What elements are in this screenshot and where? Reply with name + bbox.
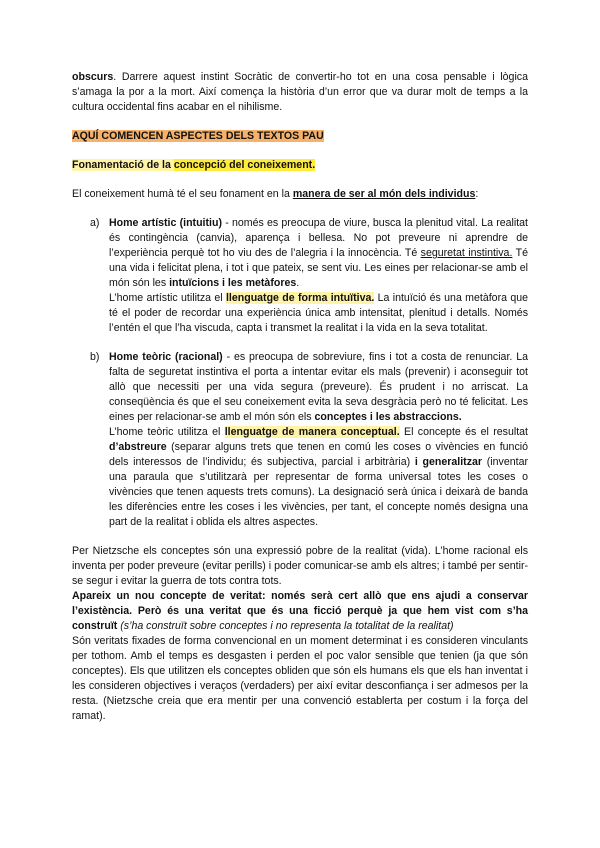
lead-end: : [475, 188, 479, 200]
artistic-text-a: - només es preocupa de viure, busca la plenitud vital. La realitat és contingència (canvia), aparença i bellesa. No pot preveure ni aprendre de l’experiència perquè tot ho viu des de l’alegria i la innocència. Té [109, 217, 529, 259]
artistic-text-d: La intuïció és una metàfora que té el poder de recordar una experiència única amb intensitat, plenitud i detalls. Només l’entén el que l’ha viscuda, capta i transmet la realitat i la vida en la seva totalitat. [109, 292, 528, 334]
artistic-paragraph-1 [109, 216, 528, 291]
truth-bold-statement: Apareix un nou concepte de veritat: només serà cert allò que ens ajudi a conservar l’existència. Però és una veritat que és una ficció perquè ja que hem vist com s’ha construït [72, 590, 528, 632]
theoretical-text-e: (inventar una paraula que s’utilitzarà per representar de forma universal totes les coses o vivències que tenen aquests trets comuns). La designació serà única i deixarà de banda les diferències entre les coses i les vivències, per tant, el concepte només designa una part de la realitat i oblida els altres aspectes. [109, 456, 528, 528]
heading-part1: Fonamentació de la [72, 159, 174, 171]
section-banner-text: AQUÍ COMENCEN ASPECTES DELS TEXTOS PAU [72, 130, 324, 142]
section-banner [72, 129, 528, 144]
theoretical-bold-abstract: d’abstreure [109, 441, 167, 453]
theoretical-title: Home teòric (racional) [109, 351, 223, 363]
artistic-text-end: . [296, 277, 300, 289]
theoretical-highlight: llenguatge de manera conceptual. [224, 426, 400, 438]
artistic-highlight: llenguatge de forma intuïtiva. [225, 292, 375, 304]
artistic-underlined: seguretat instintiva. [420, 247, 513, 259]
artistic-text-b: Té una vida i felicitat plena, i tot i que pateix, se sent viu. Les eines per relacionar-se amb el món són les [109, 247, 528, 289]
types-list [72, 216, 528, 530]
artistic-paragraph-2 [109, 291, 528, 336]
lead-paragraph [72, 187, 528, 202]
intro-text: . Darrere aquest instint Socràtic de convertir-ho tot en una cosa pensable i lògica s’amaga la por a la mort. Així comença la història d’un error que va durar molt de temps a la cultura occidental fins acabar en el nihilisme. [72, 71, 528, 113]
list-marker: b) [90, 351, 100, 363]
lead-underlined: manera de ser al món dels individus [292, 188, 476, 200]
truth-italic-note: (s’ha construït sobre conceptes i no representa la totalitat de la realitat) [117, 620, 454, 632]
section-heading [72, 158, 528, 173]
theoretical-bold-tools: conceptes i les abstraccions. [314, 411, 462, 423]
artistic-title: Home artístic (intuitiu) [109, 217, 222, 229]
theoretical-text-b: L’home teòric utilitza el [109, 426, 225, 438]
theoretical-paragraph-2 [109, 425, 528, 530]
document-page [72, 70, 528, 724]
closing-paragraph-1: Per Nietzsche els conceptes són una expressió pobre de la realitat (vida). L’home racional els inventa per poder preveure (evitar perills) i poder comunicar-se amb els altres; i també per sentir-se segur i evitar la guerra de tots contra tots. [72, 545, 528, 587]
intro-paragraph [72, 70, 528, 115]
theoretical-paragraph-1 [109, 350, 528, 425]
artistic-bold-tools: intuïcions i les metàfores [169, 277, 297, 289]
intro-bold-word: obscurs [72, 71, 114, 83]
list-item-artistic [72, 216, 528, 336]
closing-paragraph-2 [72, 589, 528, 634]
artistic-text-c: L’home artístic utilitza el [109, 292, 226, 304]
theoretical-bold-generalize: i generalitzar [414, 456, 483, 468]
theoretical-text-d: (separar alguns trets que tenen en comú les coses o vivències en funció dels interessos de l’individu; és subjectiva, parcial i arbitrària) [109, 441, 528, 468]
lead-text: El coneixement humà té el seu fonament en la [72, 188, 293, 200]
heading-part2: concepció del coneixement. [173, 159, 316, 171]
list-item-theoretical [72, 350, 528, 530]
list-marker: a) [90, 217, 100, 229]
closing-paragraph-3: Són veritats fixades de forma convencional en un moment determinat i es consideren vinculants per tothom. Amb el temps es desgasten i perden el poc valor sensible que tenien (ja que són conceptes). Els que utilitzen els conceptes obliden que són els humans els que els han inventat i les consideren objectives i veraços (verdaders) per així evitar desconfiança i ser admesos per la resta. (Nietzsche creia que era mentir per una convenció establerta per costum i la força del ramat). [72, 635, 528, 722]
theoretical-text-c: El concepte és el resultat [399, 426, 528, 438]
theoretical-text-a: - es preocupa de sobreviure, fins i tot a costa de renunciar. La falta de seguretat instintiva el porta a intentar evitar els mals (prevenir) i aconseguir tot allò que necessiti per una vida segura (preveure). És prudent i no arriscat. La conseqüència és que el seu coneixement evita la seva desgràcia però no té felicitat. Les eines per relacionar-se amb el món són els [109, 351, 528, 423]
